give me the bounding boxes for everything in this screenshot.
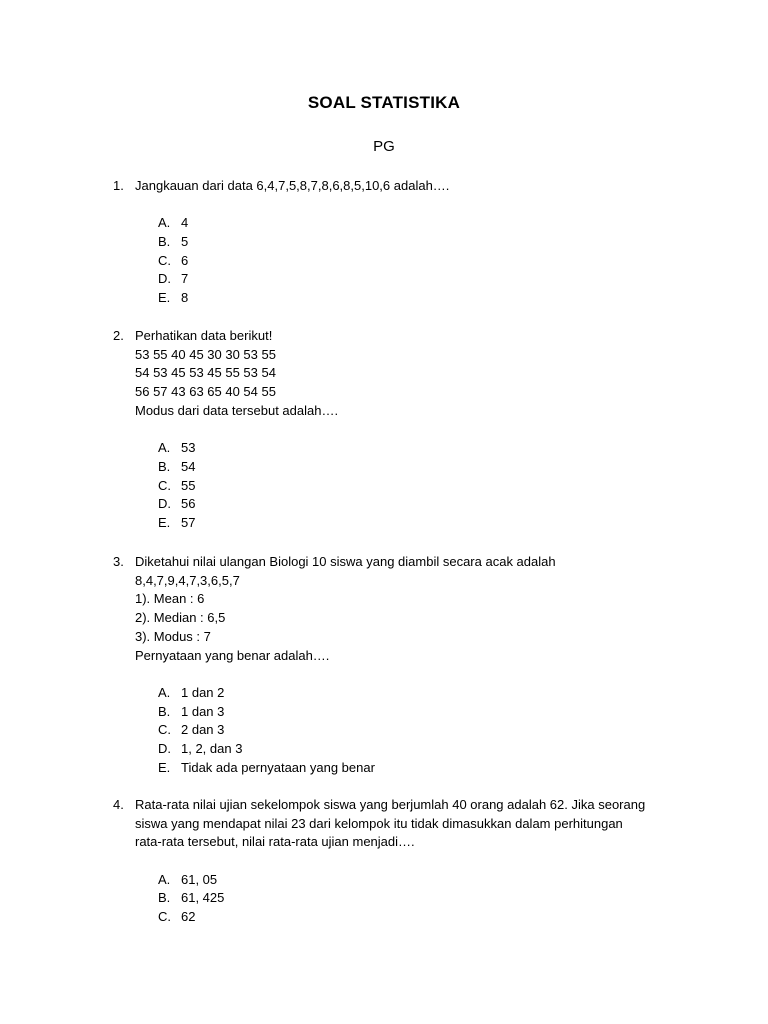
option-text: 1, 2, dan 3 [181,740,243,756]
question-number: 1. [113,178,124,193]
option-text: 7 [181,271,189,287]
answer-options [158,684,713,777]
question-text: Rata-rata nilai ujian sekelompok siswa yang berjumlah 40 orang adalah 62. Jika seorang [135,797,646,812]
question-text: Jangkauan dari data 6,4,7,5,8,7,8,6,8,5,10,6 adalah…. [135,178,450,193]
option-c [158,477,713,496]
option-c [158,908,713,927]
option-letter: B. [158,703,171,719]
option-letter: A. [158,215,171,231]
option-text: 1 dan 2 [181,684,225,700]
question-text: siswa yang mendapat nilai 23 dari kelompok itu tidak dimasukkan dalam perhitungan [135,815,623,831]
option-letter: D. [158,740,171,756]
question-3 [113,553,713,777]
option-letter: B. [158,458,171,474]
question-text: Diketahui nilai ulangan Biologi 10 siswa yang diambil secara acak adalah [135,554,556,569]
question-2 [113,327,713,533]
option-letter: A. [158,871,171,887]
option-letter: A. [158,440,171,456]
option-letter: A. [158,684,171,700]
option-letter: E. [158,514,171,530]
option-letter: B. [158,890,171,906]
option-e [158,514,713,533]
option-letter: E. [158,290,171,306]
option-text: 62 [181,909,196,925]
option-a [158,439,713,458]
statement-1: 1). Mean : 6 [135,591,205,607]
option-letter: D. [158,271,171,287]
option-text: 55 [181,477,196,493]
option-c [158,721,713,740]
option-text: 6 [181,252,189,268]
option-d [158,495,713,514]
option-a [158,214,713,233]
data-row: 56 57 43 63 65 40 54 55 [135,384,276,400]
option-e [158,289,713,308]
option-text: 56 [181,496,196,512]
question-4 [113,796,713,927]
option-letter: C. [158,252,171,268]
answer-options [158,439,713,532]
option-text: 2 dan 3 [181,722,225,738]
question-number: 2. [113,328,124,343]
option-a [158,684,713,703]
option-text: 61, 05 [181,871,218,887]
option-text: 1 dan 3 [181,703,225,719]
option-text: Tidak ada pernyataan yang benar [181,759,375,775]
answer-options [158,214,713,307]
option-letter: D. [158,496,171,512]
answer-options [158,871,713,927]
question-prompt: Pernyataan yang benar adalah…. [135,647,330,663]
statement-2: 2). Median : 6,5 [135,610,226,626]
option-text: 54 [181,458,196,474]
data-row: 54 53 45 53 45 55 53 54 [135,365,276,381]
page-subtitle: PG [373,138,395,155]
option-a [158,871,713,890]
question-1 [113,177,713,308]
option-b [158,233,713,252]
option-c [158,252,713,271]
option-text: 4 [181,215,189,231]
option-b [158,889,713,908]
question-number: 4. [113,797,124,812]
option-letter: C. [158,909,171,925]
data-row: 53 55 40 45 30 30 53 55 [135,346,276,362]
question-body [135,796,713,852]
option-text: 8 [181,290,189,306]
statement-3: 3). Modus : 7 [135,628,211,644]
option-text: 57 [181,514,196,530]
question-body [135,327,713,421]
question-number: 3. [113,554,124,569]
data-row: 8,4,7,9,4,7,3,6,5,7 [135,572,240,588]
question-text: Perhatikan data berikut! [135,328,273,343]
page-title: SOAL STATISTIKA [307,93,461,112]
option-text: 53 [181,440,196,456]
question-body [135,553,713,665]
question-body [135,177,713,196]
option-letter: C. [158,722,171,738]
option-letter: B. [158,234,171,250]
option-b [158,703,713,722]
option-d [158,270,713,289]
option-b [158,458,713,477]
question-text: rata-rata tersebut, nilai rata-rata ujian menjadi…. [135,834,415,850]
option-e [158,759,713,778]
question-prompt: Modus dari data tersebut adalah…. [135,402,339,418]
option-d [158,740,713,759]
option-letter: E. [158,759,171,775]
option-text: 5 [181,234,189,250]
option-letter: C. [158,477,171,493]
option-text: 61, 425 [181,890,225,906]
